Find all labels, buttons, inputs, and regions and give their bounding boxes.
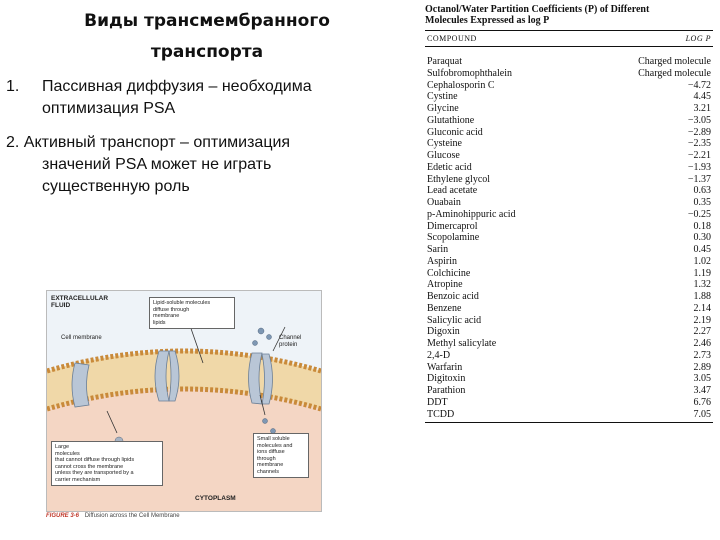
slide-title-line1: Виды трансмембранного (84, 11, 330, 31)
slide-title-line2: транспорта (150, 42, 264, 62)
callout-line: lipids (153, 319, 166, 326)
bullet-text-line: оптимизация PSA (42, 100, 176, 117)
table-row (425, 385, 713, 397)
table-row (425, 115, 713, 127)
bullet-text-line: существенную роль (42, 178, 190, 195)
bullet-list (6, 76, 398, 210)
table-row (425, 138, 713, 150)
log-p-value: 2.19 (693, 314, 711, 326)
log-p-value: −0.25 (687, 208, 711, 220)
slide-title (14, 6, 400, 68)
column-header-compound: COMPOUND (427, 34, 477, 43)
table-row (425, 279, 713, 291)
callout-line: protein (279, 342, 298, 348)
compound-name: Ethylene glycol (427, 173, 491, 185)
table-row (425, 409, 713, 421)
bullet-text-line: значений PSA может не играть (42, 156, 272, 173)
extracellular-label (51, 295, 108, 309)
protein-left (72, 363, 89, 407)
figure-caption (46, 513, 320, 519)
log-p-value: −2.21 (687, 150, 711, 161)
table-row (425, 244, 713, 256)
table-row (425, 315, 713, 327)
table-row (425, 350, 713, 362)
log-p-value: 6.76 (693, 396, 711, 408)
table-row (425, 256, 713, 268)
table-row (425, 197, 713, 209)
table-row (425, 150, 713, 162)
table-row (425, 162, 713, 174)
log-p-value: −2.89 (687, 126, 711, 138)
log-p-value: 4.45 (693, 91, 711, 103)
callout-line: carrier mechanism (55, 476, 101, 483)
callout-line: cannot cross the membrane (55, 463, 124, 470)
compound-name: Colchicine (427, 267, 471, 279)
log-p-value: Charged molecule (638, 56, 711, 67)
compound-name: Glycine (427, 103, 459, 114)
table-row (425, 291, 713, 303)
bullet-number: 2. (6, 134, 20, 151)
compound-name: Aspirin (427, 255, 457, 267)
log-p-value: 1.88 (693, 291, 711, 302)
log-p-value: −1.37 (687, 173, 711, 185)
log-p-value: 2.46 (693, 338, 711, 349)
compound-name: Glutathione (427, 114, 475, 126)
lipid-soluble-callout (149, 297, 235, 329)
table-row (425, 268, 713, 280)
compound-name: Cysteine (427, 138, 462, 150)
log-p-value: 2.73 (693, 349, 711, 361)
compound-name: Cystine (427, 91, 458, 103)
log-p-value: 2.27 (693, 326, 711, 338)
log-p-value: 2.89 (693, 361, 711, 373)
log-p-value: 0.63 (693, 185, 711, 197)
compound-name: Paraquat (427, 56, 462, 67)
bullet-item-active (6, 132, 398, 198)
callout-line: Lipid-soluble molecules (153, 300, 211, 306)
bullet-text-first: Активный транспорт – оптимизация (23, 134, 291, 151)
log-p-value: 3.05 (693, 373, 711, 385)
log-p-value: 7.05 (693, 408, 711, 420)
log-p-value: 1.19 (693, 267, 711, 279)
partition-coefficient-table (425, 4, 713, 482)
bullet-item-passive (6, 76, 398, 120)
callout-line: channels (257, 468, 280, 475)
compound-name: Edetic acid (427, 161, 472, 173)
bullet-number: 1. (6, 78, 20, 95)
compound-name: Sulfobromophthalein (427, 67, 512, 79)
log-p-value: 0.45 (693, 244, 711, 255)
table-bottom-rule (425, 422, 713, 423)
compound-name: Salicylic acid (427, 314, 482, 326)
compound-name: 2,4-D (427, 349, 451, 361)
compound-name: Benzoic acid (427, 291, 479, 302)
callout-line: molecules and (257, 442, 293, 449)
cell-membrane-label: Cell membrane (61, 335, 102, 341)
compound-name: Ouabain (427, 197, 461, 208)
compound-name: Dimercaprol (427, 220, 478, 232)
compound-name: Digitoxin (427, 373, 466, 385)
table-row (425, 174, 713, 186)
table-title-line1: Octanol/Water Partition Coefficients (P) of Different (425, 4, 650, 15)
callout-line: diffuse through (153, 306, 190, 313)
log-p-value: 0.18 (693, 220, 711, 232)
callout-line: membrane (153, 313, 180, 319)
log-p-value: −1.93 (687, 161, 711, 173)
log-p-value: −4.72 (687, 79, 711, 91)
callout-line: that cannot diffuse through lipids (55, 457, 135, 463)
log-p-value: 1.02 (693, 255, 711, 267)
compound-name: Warfarin (427, 361, 463, 373)
callout-line: Small soluble (257, 436, 290, 442)
callout-line: Large (55, 444, 70, 450)
table-row (425, 232, 713, 244)
table-row (425, 56, 713, 68)
figure-caption-text: Diffusion across the Cell Membrane (84, 513, 180, 519)
table-row (425, 397, 713, 409)
callout-line: through (257, 455, 276, 462)
table-row (425, 68, 713, 80)
log-p-value: 2.14 (693, 302, 711, 314)
figure-number: FIGURE 3-6 (46, 513, 80, 519)
table-row (425, 338, 713, 350)
compound-name: p-Aminohippuric acid (427, 208, 516, 220)
compound-name: DDT (427, 396, 448, 408)
large-molecules-callout (51, 441, 163, 486)
small-soluble-callout (253, 433, 309, 478)
table-body (425, 47, 713, 420)
compound-name: Benzene (427, 302, 462, 314)
table-title (425, 4, 713, 26)
table-row (425, 91, 713, 103)
table-row (425, 326, 713, 338)
log-p-value: 3.47 (693, 385, 711, 396)
callout-line: molecules (55, 450, 80, 457)
compound-name: Atropine (427, 279, 463, 291)
callout-line: Channel (279, 335, 302, 341)
compound-name: Glucose (427, 150, 460, 161)
bullet-text-line (6, 132, 398, 154)
table-row (425, 209, 713, 221)
channel-protein-label (279, 335, 301, 349)
cytoplasm-label: CYTOPLASM (195, 495, 236, 502)
table-row (425, 303, 713, 315)
compound-name: Methyl salicylate (427, 338, 497, 349)
extracellular-label-line: EXTRACELLULAR (51, 295, 109, 302)
compound-name: Cephalosporin C (427, 79, 495, 91)
compound-name: Gluconic acid (427, 126, 483, 138)
callout-line: unless they are transported by a (55, 470, 134, 476)
table-row (425, 362, 713, 374)
compound-name: Scopolamine (427, 232, 480, 244)
log-p-value: 1.32 (693, 279, 711, 291)
table-row (425, 103, 713, 115)
log-p-value: −2.35 (687, 138, 711, 150)
log-p-value: Charged molecule (638, 67, 711, 79)
log-p-value: −3.05 (687, 114, 711, 126)
column-header-logp: LOG P (685, 34, 711, 43)
table-row (425, 185, 713, 197)
bullet-text-line: Пассивная диффузия – необходима (42, 78, 312, 95)
callout-line: ions diffuse (257, 449, 285, 455)
table-row (425, 127, 713, 139)
table-title-line2: Molecules Expressed as log P (425, 15, 550, 26)
compound-name: Sarin (427, 244, 449, 255)
membrane-figure (46, 290, 322, 512)
compound-name: TCDD (427, 408, 455, 420)
compound-name: Lead acetate (427, 185, 478, 197)
log-p-value: 3.21 (693, 103, 711, 114)
extracellular-label-line: FLUID (51, 302, 71, 309)
table-row (425, 373, 713, 385)
table-row (425, 221, 713, 233)
log-p-value: 0.35 (693, 197, 711, 208)
table-row (425, 80, 713, 92)
table-header (425, 31, 713, 46)
compound-name: Parathion (427, 385, 466, 396)
log-p-value: 0.30 (693, 232, 711, 244)
callout-line: membrane (257, 462, 284, 468)
compound-name: Digoxin (427, 326, 460, 338)
